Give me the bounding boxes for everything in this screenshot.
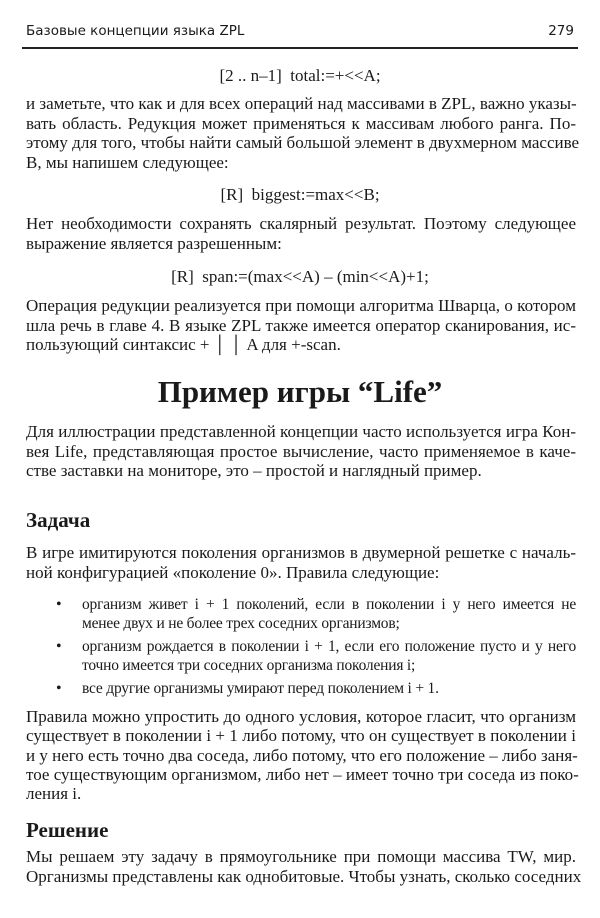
text-line: вея Life, представляющая простое вычисление, часто применяемое в каче-	[26, 441, 576, 461]
subheading-solution: Решение	[26, 818, 109, 842]
header-title: Базовые концепции языка ZPL	[26, 23, 245, 39]
bullet-icon: •	[56, 638, 62, 655]
text-line: Организмы представлены как однобитовые. Чтобы узнать, сколько соседних	[26, 866, 582, 886]
text-line: ной конфигурацией «поколение 0». Правила следующие:	[26, 562, 440, 582]
text-line: существует в поколении i + 1 либо потому, что он существует в поколении i	[26, 726, 576, 746]
text-line: Мы решаем эту задачу в прямоугольнике при помощи массива TW, мир.	[26, 847, 576, 866]
text-line: В игре имитируются поколения организмов в двумерной решетке с началь-	[26, 543, 576, 562]
text-line: пользующий синтаксис + │ │ A для +-scan.	[26, 335, 341, 354]
text-line: ления i.	[26, 784, 82, 804]
text-line: Нет необходимости сохранять скалярный результат. Поэтому следующее	[26, 214, 576, 233]
code-line-biggest: [R] biggest:=max<<B;	[220, 185, 380, 204]
text-line: Операция редукции реализуется при помощи алгоритма Шварца, о котором	[26, 296, 576, 315]
text-line: шла речь в главе 4. В языке ZPL также имеется оператор сканирования, ис-	[26, 315, 576, 335]
text-line: стве заставки на мониторе, это – простой и наглядный пример.	[26, 461, 482, 480]
list-item-line: точно имеется три соседних организма поколения i;	[82, 657, 416, 674]
running-header	[24, 23, 576, 45]
list-item-line: организм живет i + 1 поколений, если в поколении i у него имеется не	[82, 596, 576, 613]
page-number: 279	[548, 23, 574, 39]
header-rule	[22, 47, 578, 49]
text-line: выражение является разрешенным:	[26, 233, 282, 253]
text-line: тое существующим организмом, либо нет – имеет точно три соседа из поко-	[26, 764, 579, 784]
text-line: этому для того, чтобы найти самый большой элемент в двухмерном массиве	[26, 133, 580, 152]
text-line: В, мы напишем следующее:	[26, 152, 229, 172]
text-line: Правила можно упростить до одного условия, которое гласит, что организм	[26, 707, 576, 726]
list-item-line: все другие организмы умирают перед поколением i + 1.	[82, 680, 439, 697]
text-line: вать область. Редукция может применяться к массивам любого ранга. По-	[26, 113, 576, 133]
text-line: и у него есть точно два соседа, либо потому, что его положение – либо заня-	[26, 745, 578, 765]
section-heading: Пример игры “Life”	[157, 374, 443, 409]
text-line: Для иллюстрации представленной концепции часто используется игра Кон-	[26, 422, 576, 441]
list-item-line: менее двух и не более трех соседних организмов;	[82, 615, 400, 632]
bullet-icon: •	[56, 680, 62, 697]
code-line-total: [2 .. n–1] total:=+<<A;	[219, 66, 381, 85]
subheading-task: Задача	[26, 508, 91, 532]
list-item-line: организм рождается в поколении i + 1, если его положение пусто и у него	[82, 638, 576, 655]
bullet-icon: •	[56, 596, 62, 613]
text-line: и заметьте, что как и для всех операций над массивами в ZPL, важно указы-	[26, 94, 577, 113]
code-line-span: [R] span:=(max<<A) – (min<<A)+1;	[171, 267, 429, 286]
